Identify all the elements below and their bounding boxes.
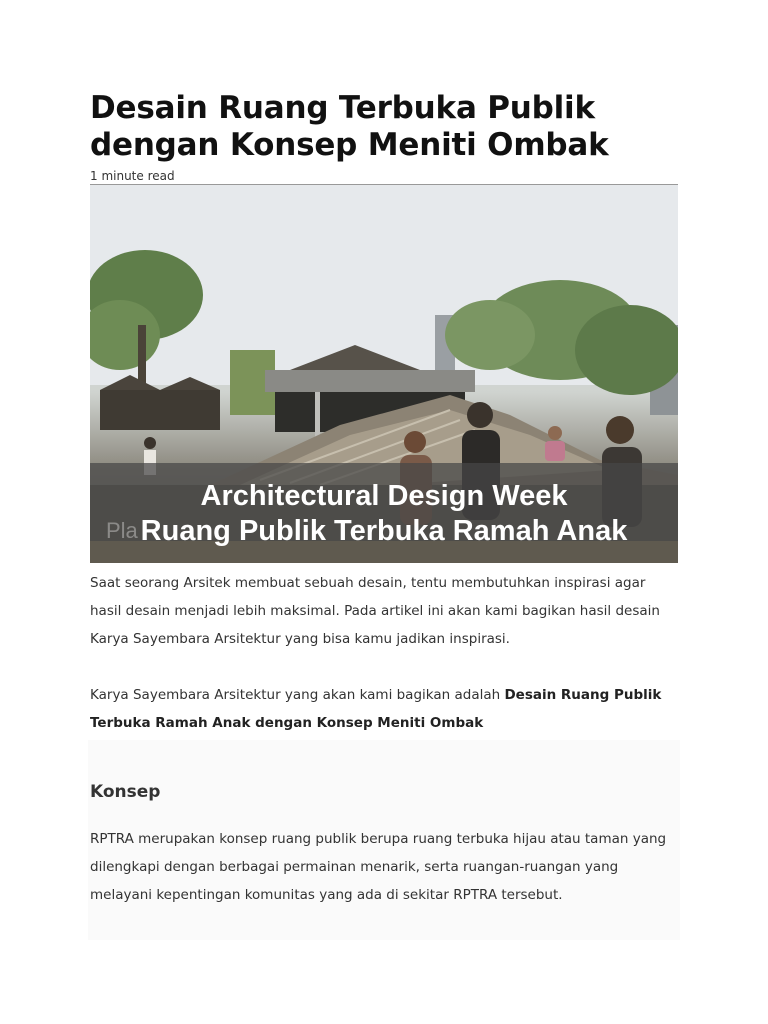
hero-ghost-text: Pla <box>106 518 138 543</box>
banner-subtitle: Ruang Publik Terbuka Ramah Anak <box>140 515 628 547</box>
article <box>90 90 678 909</box>
hero-image <box>90 184 678 563</box>
konsep-paragraph: RPTRA merupakan konsep ruang publik berupa ruang terbuka hijau atau taman yang dilengkapi dengan berbagai permainan menarik, serta ruangan-ruangan yang melayani kepentingan komunitas yang ada di sekitar RPTRA tersebut. <box>90 831 667 903</box>
section-heading-konsep: Konsep <box>90 782 161 802</box>
second-paragraph-bold: Desain Ruang Publik Terbuka Ramah Anak dengan Konsep Meniti Ombak <box>90 687 662 731</box>
banner-title: Architectural Design Week <box>200 480 568 512</box>
read-time: 1 minute read <box>90 169 175 183</box>
second-paragraph <box>90 681 678 737</box>
intro-paragraph: Saat seorang Arsitek membuat sebuah desain, tentu membutuhkan inspirasi agar hasil desain menjadi lebih maksimal. Pada artikel ini akan kami bagikan hasil desain Karya Sayembara Arsitektur yang bisa kamu jadikan inspirasi. <box>90 575 660 647</box>
article-title: Desain Ruang Terbuka Publik dengan Konsep Meniti Ombak <box>90 90 609 163</box>
hero-banner <box>90 463 678 547</box>
second-paragraph-text: Karya Sayembara Arsitektur yang akan kami bagikan adalah <box>90 687 505 703</box>
